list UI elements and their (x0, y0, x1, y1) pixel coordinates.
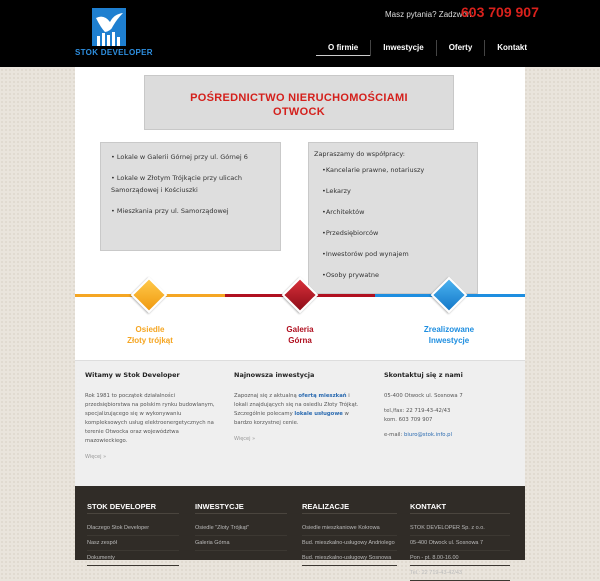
footer (75, 486, 525, 576)
property-label: Mieszkania przy ul. Samorządowej (116, 207, 229, 215)
property-item: • Mieszkania przy ul. Samorządowej (111, 207, 229, 215)
phone-label: Masz pytania? Zadzwoń: (385, 10, 474, 19)
nav-o-firmie[interactable]: O firmie (316, 40, 370, 56)
footer-link[interactable]: Nasz zespół (87, 536, 179, 551)
property-item: • Lokale w Złotym Trójkącie przy ulicach Samorządowej i Kościuszki (111, 174, 242, 194)
main-content (75, 67, 525, 360)
cooperation-box (308, 142, 478, 294)
newest-title: Najnowsza inwestycja (234, 371, 315, 379)
investment-line1: Galeria (286, 325, 314, 334)
footer-col-stok (87, 502, 179, 566)
investment-galeria-gorna[interactable] (260, 324, 340, 346)
investment-zloty-trojkat[interactable] (110, 324, 190, 346)
info-section (75, 360, 525, 486)
footer-link[interactable]: Dokumenty (87, 551, 179, 566)
bird-logo-icon[interactable] (92, 8, 126, 46)
footer-col-kontakt (410, 502, 510, 581)
investment-line2: Inwestycje (428, 336, 470, 345)
newest-text-part: i lokali znajdujących się na osiedlu Złoty Trójkąt. Szczególnie polecamy (234, 393, 359, 417)
newest-text-part: w bardzo korzystnej cenie. (234, 411, 349, 426)
welcome-more-link[interactable]: Więcej » (85, 454, 107, 460)
footer-col-title: KONTAKT (410, 502, 510, 514)
cooperation-item: •Inwestorów pod wynajem (322, 250, 409, 258)
investment-line1: Osiedle (135, 325, 165, 334)
footer-text: Pon - pt. 8.00-16.00 (410, 551, 510, 566)
footer-link[interactable]: Osiedle "Złoty Trójkąt" (195, 521, 287, 536)
contact-title: Skontaktuj się z nami (384, 371, 463, 379)
footer-col-title: INWESTYCJE (195, 502, 287, 514)
investment-line2: Złoty trójkąt (127, 336, 173, 345)
property-label: Lokale w Galerii Górnej przy ul. Górnej 6 (116, 153, 248, 161)
footer-link[interactable]: Bud. mieszkalno-usługowy Sosnowa (302, 551, 397, 566)
welcome-column (85, 371, 215, 460)
footer-link[interactable]: Dlaczego Stok Developer (87, 521, 179, 536)
banner (144, 75, 454, 130)
email-link[interactable]: biuro@stok.info.pl (404, 432, 452, 438)
footer-col-inwestycje (195, 502, 287, 551)
contact-address: 05-400 Otwock ul. Sosnowa 7 (384, 393, 463, 399)
nav-inwestycje[interactable]: Inwestycje (370, 40, 435, 56)
footer-text: Tel.: 22 719-43-42/43 (410, 566, 510, 581)
investment-zrealizowane[interactable] (409, 324, 489, 346)
newest-text (234, 392, 364, 428)
footer-col-title: REALIZACJE (302, 502, 397, 514)
offer-link[interactable]: ofertą mieszkań (298, 393, 347, 399)
cooperation-item: •Osoby prywatne (322, 271, 379, 279)
banner-line1: POŚREDNICTWO NIERUCHOMOŚCIAMI (190, 92, 408, 104)
cooperation-item: •Kancelarie prawne, notariuszy (322, 166, 425, 174)
service-premises-link[interactable]: lokale usługowe (294, 411, 343, 417)
newest-more-link[interactable]: Więcej » (234, 436, 256, 442)
property-label: Lokale w Złotym Trójkącie przy ulicach Samorządowej i Kościuszki (111, 174, 242, 194)
footer-link[interactable]: Osiedle mieszkaniowe Kokrowa (302, 521, 397, 536)
investment-line1: Zrealizowane (423, 325, 475, 334)
newest-column (234, 371, 364, 442)
email-label: e-mail: (384, 432, 404, 438)
contact-column (384, 371, 514, 440)
banner-line2: OTWOCK (273, 106, 325, 118)
newest-text-part: Zapoznaj się z aktualną (234, 393, 299, 399)
footer-link[interactable]: Galeria Górna (195, 536, 287, 551)
phone-number: 603 709 907 (461, 4, 539, 20)
cooperation-item: •Przedsiębiorców (322, 229, 379, 237)
logo-text[interactable]: STOK DEVELOPER (75, 48, 153, 57)
properties-box (100, 142, 281, 251)
welcome-text: Rok 1981 to początek działalności przedsiębiorstwa na polskim rynku budowlanym, specjalizującego się w wykonywaniu kompleksowych usług elektroenergetycznych na terenie Otwocka oraz województwa mazowieckiego. (85, 393, 215, 444)
cooperation-heading: Zapraszamy do współpracy: (314, 150, 405, 158)
welcome-title: Witamy w Stok Developer (85, 371, 180, 379)
header-bar (0, 0, 600, 67)
contact-email-row (384, 431, 514, 440)
contact-mobile: kom. 603 709 907 (384, 417, 433, 423)
footer-text: STOK DEVELOPER Sp. z o.o. (410, 521, 510, 536)
investment-line2: Górna (288, 336, 312, 345)
footer-text: 05-400 Otwock ul. Sosnowa 7 (410, 536, 510, 551)
nav-kontakt[interactable]: Kontakt (484, 40, 539, 56)
footer-col-title: STOK DEVELOPER (87, 502, 179, 514)
footer-link[interactable]: Bud. mieszkalno-usługowy Andriolego (302, 536, 397, 551)
contact-tel: tel./fax: 22 719-43-42/43 (384, 408, 451, 414)
cooperation-item: •Architektów (322, 208, 365, 216)
main-nav (316, 40, 539, 56)
cooperation-item: •Lekarzy (322, 187, 351, 195)
footer-col-realizacje (302, 502, 397, 566)
nav-oferty[interactable]: Oferty (436, 40, 485, 56)
property-item: • Lokale w Galerii Górnej przy ul. Górnej 6 (111, 153, 248, 161)
